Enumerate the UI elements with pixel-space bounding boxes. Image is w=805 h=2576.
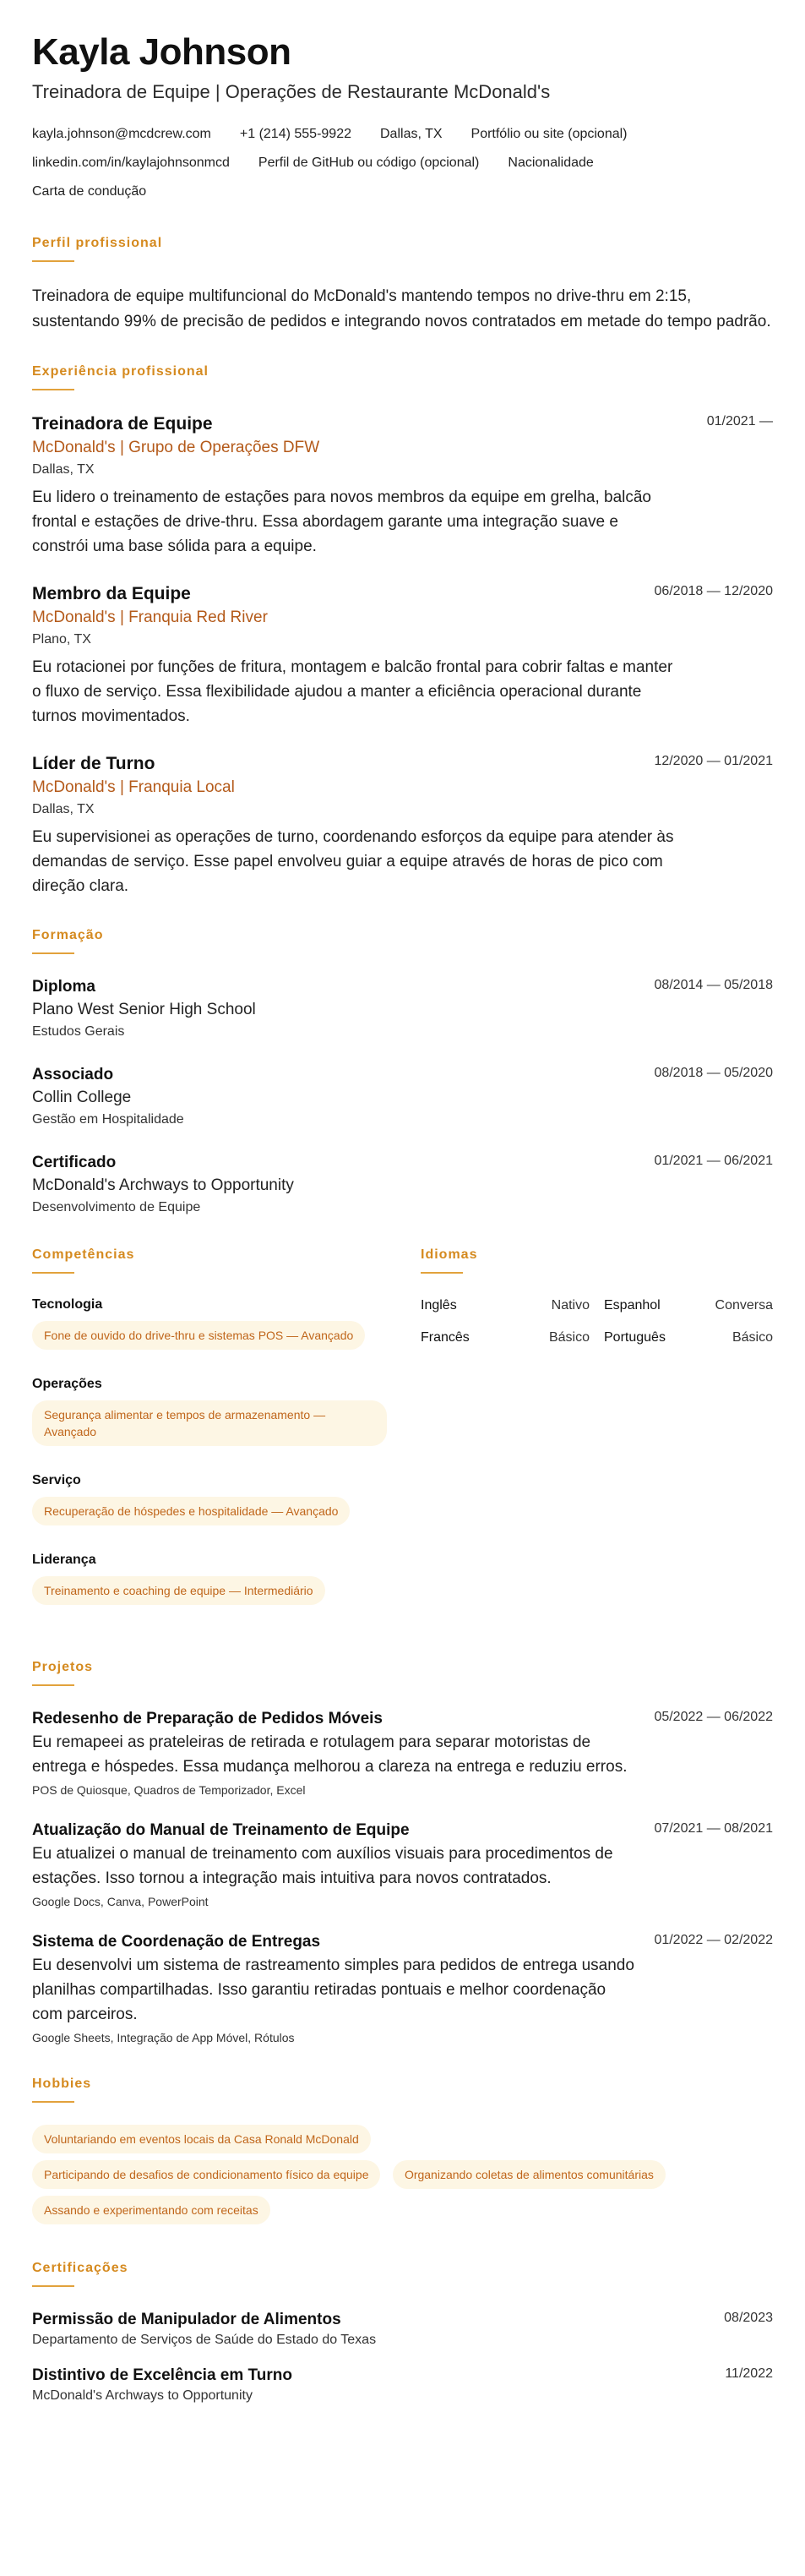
language-level: Nativo bbox=[551, 1298, 590, 1313]
education-school: Collin College bbox=[32, 1089, 132, 1106]
entry-date: 08/2023 bbox=[724, 2311, 773, 2325]
candidate-name: Kayla Johnson bbox=[32, 31, 291, 73]
language-level: Básico bbox=[548, 1330, 590, 1345]
contact-email[interactable]: kayla.johnson@mcdcrew.com bbox=[32, 127, 211, 141]
education-degree: Associado bbox=[32, 1066, 114, 1083]
section-title: Hobbies bbox=[32, 2077, 92, 2091]
education-degree: Diploma bbox=[32, 978, 95, 996]
project-title: Atualização do Manual de Treinamento de Equipe bbox=[32, 1821, 410, 1839]
hobby-tag: Voluntariando em eventos locais da Casa Ronald McDonald bbox=[32, 2125, 371, 2153]
section-divider bbox=[32, 389, 74, 390]
skill-group bbox=[32, 1375, 421, 1453]
section-title: Certificações bbox=[32, 2261, 128, 2275]
entry-description: Eu rotacionei por funções de fritura, montagem e balcão frontal para cobrir faltas e manter o fluxo de serviço. Essa flexibilidade ajudou a manter a eficiência operacional durante turnos movimentados. bbox=[32, 658, 673, 725]
hobbies-section bbox=[32, 2076, 773, 2231]
entry-location: Dallas, TX bbox=[32, 462, 95, 477]
language-item bbox=[604, 1296, 773, 1316]
project-description: Eu atualizei o manual de treinamento com auxílios visuais para procedimentos de estações. Isso tornou a integração mais intuitiva para novos contratados. bbox=[32, 1845, 613, 1887]
summary-section bbox=[32, 235, 773, 335]
language-name: Inglês bbox=[421, 1298, 457, 1313]
language-item bbox=[604, 1328, 773, 1348]
skills-languages-row bbox=[32, 1247, 773, 1630]
entry-date: 01/2022 — 02/2022 bbox=[654, 1933, 773, 1947]
certification-issuer: Departamento de Serviços de Saúde do Estado do Texas bbox=[32, 2333, 377, 2347]
entry-date: 12/2020 — 01/2021 bbox=[654, 754, 773, 768]
entry-date: 08/2018 — 05/2020 bbox=[654, 1066, 773, 1080]
experience-entry bbox=[32, 752, 773, 898]
hobby-tag: Organizando coletas de alimentos comunitárias bbox=[393, 2160, 666, 2189]
contact-location: Dallas, TX bbox=[380, 127, 443, 141]
section-divider bbox=[32, 260, 74, 262]
section-title: Competências bbox=[32, 1247, 135, 1262]
resume-header bbox=[32, 30, 773, 206]
education-field: Desenvolvimento de Equipe bbox=[32, 1200, 201, 1214]
section-title: Perfil profissional bbox=[32, 236, 163, 250]
skill-tag: Treinamento e coaching de equipe — Intermediário bbox=[32, 1576, 325, 1605]
certification-title: Permissão de Manipulador de Alimentos bbox=[32, 2311, 341, 2328]
project-entry bbox=[32, 1708, 773, 1799]
entry-org: McDonald's | Grupo de Operações DFW bbox=[32, 439, 320, 456]
language-item bbox=[421, 1296, 590, 1316]
language-level: Básico bbox=[732, 1330, 773, 1345]
project-title: Redesenho de Preparação de Pedidos Móveis bbox=[32, 1710, 383, 1727]
skill-category: Operações bbox=[32, 1377, 102, 1391]
project-tech: POS de Quiosque, Quadros de Temporizador, Excel bbox=[32, 1783, 306, 1797]
skill-group bbox=[32, 1296, 421, 1356]
contact-list bbox=[32, 120, 725, 206]
project-tech: Google Sheets, Integração de App Móvel, Rótulos bbox=[32, 2031, 295, 2044]
language-name: Espanhol bbox=[604, 1298, 661, 1313]
experience-section bbox=[32, 363, 773, 898]
education-field: Estudos Gerais bbox=[32, 1024, 125, 1039]
hobby-tag: Assando e experimentando com receitas bbox=[32, 2196, 270, 2224]
experience-entry bbox=[32, 412, 773, 559]
candidate-headline: Treinadora de Equipe | Operações de Restaurante McDonald's bbox=[32, 81, 551, 102]
section-divider bbox=[32, 2101, 74, 2103]
entry-location: Dallas, TX bbox=[32, 802, 95, 816]
education-entry bbox=[32, 1152, 773, 1218]
contact-portfolio[interactable]: Portfólio ou site (opcional) bbox=[470, 127, 628, 141]
education-degree: Certificado bbox=[32, 1154, 117, 1171]
section-title: Formação bbox=[32, 928, 104, 942]
projects-section bbox=[32, 1659, 773, 2047]
entry-org: McDonald's | Franquia Red River bbox=[32, 609, 268, 626]
skill-tag: Recuperação de hóspedes e hospitalidade — Avançado bbox=[32, 1497, 350, 1525]
entry-date: 06/2018 — 12/2020 bbox=[654, 584, 773, 598]
skill-category: Liderança bbox=[32, 1553, 96, 1567]
entry-date: 07/2021 — 08/2021 bbox=[654, 1821, 773, 1836]
section-divider bbox=[32, 1272, 74, 1274]
hobby-tag: Participando de desafios de condicionamento físico da equipe bbox=[32, 2160, 380, 2189]
section-title: Idiomas bbox=[421, 1247, 478, 1262]
language-list bbox=[421, 1296, 773, 1360]
project-title: Sistema de Coordenação de Entregas bbox=[32, 1933, 321, 1951]
entry-location: Plano, TX bbox=[32, 632, 91, 647]
skill-tag: Fone de ouvido do drive-thru e sistemas POS — Avançado bbox=[32, 1321, 365, 1350]
certification-entry bbox=[32, 2365, 773, 2405]
education-entry bbox=[32, 976, 773, 1042]
contact-nationality: Nacionalidade bbox=[508, 156, 594, 170]
skill-category: Tecnologia bbox=[32, 1297, 103, 1312]
skills-section bbox=[32, 1247, 421, 1630]
entry-date: 08/2014 — 05/2018 bbox=[654, 978, 773, 992]
project-description: Eu desenvolvi um sistema de rastreamento simples para pedidos de entrega usando planilhas compartilhadas. Isso garantiu retiradas pontuais e melhor coordenação com parceiros. bbox=[32, 1957, 634, 2023]
section-divider bbox=[32, 2285, 74, 2287]
entry-title: Treinadora de Equipe bbox=[32, 414, 213, 434]
entry-description: Eu lidero o treinamento de estações para novos membros da equipe em grelha, balcão frontal e estações de drive-thru. Essa abordagem garante uma integração suave e constrói uma base sólida para a equipe. bbox=[32, 488, 651, 555]
skill-tag: Segurança alimentar e tempos de armazenamento — Avançado bbox=[32, 1400, 387, 1446]
entry-date: 01/2021 — bbox=[706, 414, 773, 428]
education-school: McDonald's Archways to Opportunity bbox=[32, 1176, 294, 1194]
language-name: Português bbox=[604, 1330, 666, 1345]
entry-org: McDonald's | Franquia Local bbox=[32, 778, 235, 796]
certification-issuer: McDonald's Archways to Opportunity bbox=[32, 2388, 253, 2403]
hobby-list bbox=[32, 2125, 775, 2231]
section-divider bbox=[421, 1272, 463, 1274]
language-item bbox=[421, 1328, 590, 1348]
languages-section bbox=[421, 1247, 773, 1630]
language-name: Francês bbox=[421, 1330, 470, 1345]
education-field: Gestão em Hospitalidade bbox=[32, 1112, 184, 1127]
skill-group bbox=[32, 1551, 421, 1612]
contact-phone[interactable]: +1 (214) 555-9922 bbox=[239, 127, 351, 141]
entry-title: Membro da Equipe bbox=[32, 584, 191, 603]
entry-date: 01/2021 — 06/2021 bbox=[654, 1154, 773, 1168]
entry-description: Eu supervisionei as operações de turno, coordenando esforços da equipe para atender às demandas de serviço. Esse papel envolveu guiar a equipe através de horas de pico com direção clara. bbox=[32, 828, 674, 895]
section-title: Experiência profissional bbox=[32, 364, 209, 379]
section-divider bbox=[32, 952, 74, 954]
skill-category: Serviço bbox=[32, 1473, 81, 1487]
experience-entry bbox=[32, 582, 773, 729]
project-tech: Google Docs, Canva, PowerPoint bbox=[32, 1895, 209, 1908]
education-section bbox=[32, 927, 773, 1218]
entry-date: 05/2022 — 06/2022 bbox=[654, 1710, 773, 1724]
entry-date: 11/2022 bbox=[725, 2366, 773, 2381]
project-entry bbox=[32, 1931, 773, 2047]
skill-group bbox=[32, 1471, 421, 1532]
section-title: Projetos bbox=[32, 1660, 94, 1674]
entry-title: Líder de Turno bbox=[32, 754, 155, 773]
summary-text: Treinadora de equipe multifuncional do McDonald's mantendo tempos no drive-thru em 2:15, sustentando 99% de precisão de pedidos e integrando novos contratados em metade do tempo padrão. bbox=[32, 287, 771, 330]
section-divider bbox=[32, 1684, 74, 1686]
certification-title: Distintivo de Excelência em Turno bbox=[32, 2366, 292, 2384]
education-school: Plano West Senior High School bbox=[32, 1001, 256, 1018]
contact-linkedin[interactable]: linkedin.com/in/kaylajohnsonmcd bbox=[32, 156, 230, 170]
certifications-section bbox=[32, 2260, 773, 2405]
contact-github[interactable]: Perfil de GitHub ou código (opcional) bbox=[258, 156, 480, 170]
contact-driving-license: Carta de condução bbox=[32, 184, 147, 199]
project-description: Eu remapeei as prateleiras de retirada e rotulagem para separar motoristas de entrega e hóspedes. Essa mudança melhorou a clareza na entrega e reduziu erros. bbox=[32, 1733, 628, 1776]
certification-entry bbox=[32, 2309, 773, 2350]
project-entry bbox=[32, 1820, 773, 1911]
education-entry bbox=[32, 1064, 773, 1130]
language-level: Conversa bbox=[715, 1298, 773, 1313]
